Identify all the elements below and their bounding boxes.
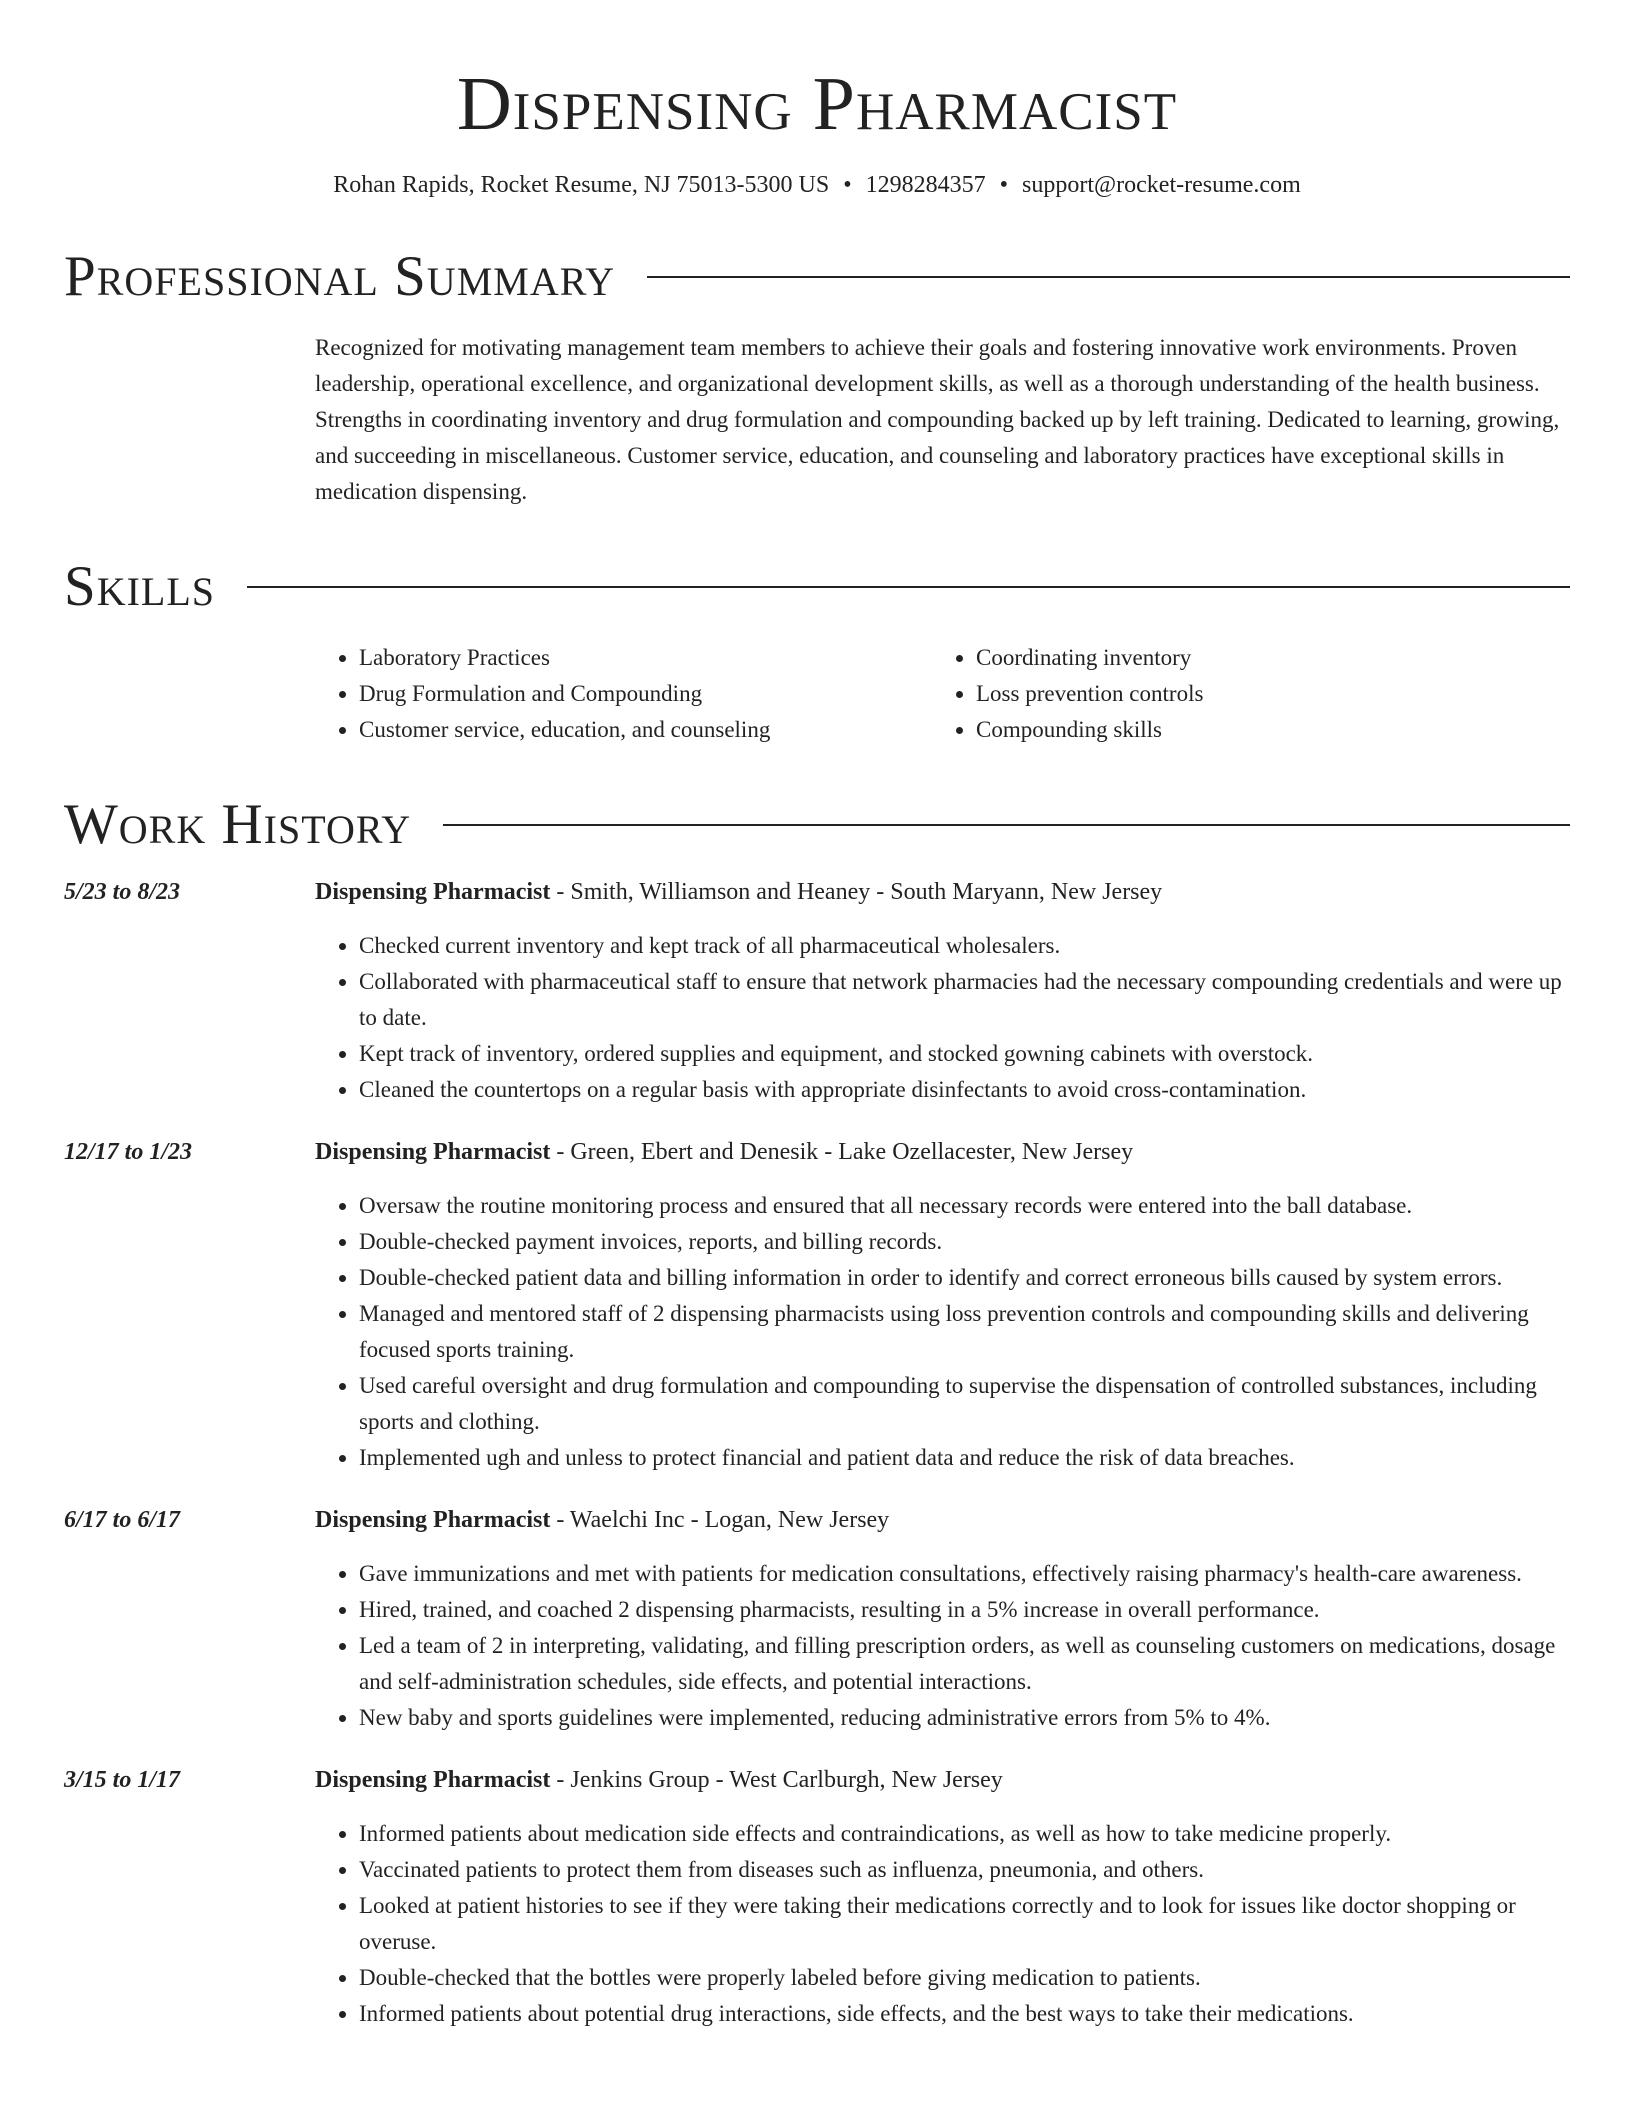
job-bullets (315, 1816, 1570, 2032)
job-bullets (315, 928, 1570, 1108)
job-bullet: • Informed patients about potential drug interactions, side effects, and the best ways to take their medications. (359, 1996, 1570, 2032)
job-bullet: • Gave immunizations and met with patients for medication consultations, effectively raising pharmacy's health-care awareness. (359, 1556, 1570, 1592)
job-body (315, 1762, 1570, 2032)
job-entry (64, 1134, 1570, 1476)
job-bullet: • Looked at patient histories to see if they were taking their medications correctly and to look for issues like doctor shopping or overuse. (359, 1888, 1570, 1960)
summary-heading: Professional Summary (64, 245, 616, 308)
resume-page (64, 0, 1570, 2032)
job-heading (315, 1502, 1570, 1538)
job-body (315, 874, 1570, 1108)
job-bullets (315, 1556, 1570, 1736)
job-heading (315, 1762, 1570, 1798)
job-heading (315, 1134, 1570, 1170)
summary-section-header (64, 246, 1570, 308)
contact-address: Rohan Rapids, Rocket Resume, NJ 75013-5300 US (333, 172, 830, 198)
contact-line (64, 170, 1570, 200)
skill-item: • Customer service, education, and counseling (359, 712, 932, 748)
job-bullet: • Oversaw the routine monitoring process and ensured that all necessary records were entered into the ball database. (359, 1188, 1570, 1224)
skill-item: • Compounding skills (976, 712, 1549, 748)
job-employer-location: - Waelchi Inc - Logan, New Jersey (550, 1507, 890, 1533)
skills-heading: Skills (64, 555, 216, 618)
skill-item: • Laboratory Practices (359, 640, 932, 676)
contact-separator: • (843, 172, 852, 198)
job-entry (64, 874, 1570, 1108)
skill-item: • Drug Formulation and Compounding (359, 676, 932, 712)
skill-item: • Loss prevention controls (976, 676, 1549, 712)
job-body (315, 1134, 1570, 1476)
skills-section-header (64, 556, 1570, 618)
page-title: Dispensing Pharmacist (456, 62, 1178, 146)
job-title: Dispensing Pharmacist (315, 1507, 551, 1533)
job-bullet: • Implemented ugh and unless to protect financial and patient data and reduce the risk of data breaches. (359, 1440, 1570, 1476)
job-bullet: • Kept track of inventory, ordered supplies and equipment, and stocked gowning cabinets with overstock. (359, 1036, 1570, 1072)
job-bullet: • Collaborated with pharmaceutical staff to ensure that network pharmacies had the necessary compounding credentials and were up to date. (359, 964, 1570, 1036)
job-bullet: • Double-checked that the bottles were properly labeled before giving medication to patients. (359, 1960, 1570, 1996)
job-dates: 3/15 to 1/17 (64, 1767, 181, 1793)
contact-email: support@rocket-resume.com (1022, 172, 1301, 198)
job-bullet: • Vaccinated patients to protect them from diseases such as influenza, pneumonia, and others. (359, 1852, 1570, 1888)
job-title: Dispensing Pharmacist (315, 1767, 551, 1793)
job-title: Dispensing Pharmacist (315, 1139, 551, 1165)
skill-item: • Coordinating inventory (976, 640, 1549, 676)
section-divider (247, 586, 1570, 588)
job-body (315, 1502, 1570, 1736)
job-bullet: • Checked current inventory and kept track of all pharmaceutical wholesalers. (359, 928, 1570, 964)
contact-separator: • (999, 172, 1009, 198)
job-heading (315, 874, 1570, 910)
job-bullet: • Led a team of 2 in interpreting, validating, and filling prescription orders, as well as counseling customers on medications, dosage and self-administration schedules, side effects, and potential interactions. (359, 1628, 1570, 1700)
section-divider (443, 824, 1570, 826)
job-title: Dispensing Pharmacist (315, 879, 551, 905)
job-bullet: • Double-checked payment invoices, reports, and billing records. (359, 1224, 1570, 1260)
job-bullet: • Hired, trained, and coached 2 dispensing pharmacists, resulting in a 5% increase in overall performance. (359, 1592, 1570, 1628)
job-bullet: • Managed and mentored staff of 2 dispensing pharmacists using loss prevention controls and compounding skills and delivering focused sports training. (359, 1296, 1570, 1368)
summary-text: Recognized for motivating management team members to achieve their goals and fostering innovative work environments. Proven leadership, operational excellence, and organizational development skills, as well as a thorough understanding of the health business. Strengths in coordinating inventory and drug formulation and compounding backed up by left training. Dedicated to learning, growing, and succeeding in miscellaneous. Customer service, education, and counseling and laboratory practices have exceptional skills in medication dispensing. (315, 335, 1560, 504)
job-bullet: • Double-checked patient data and billing information in order to identify and correct erroneous bills caused by system errors. (359, 1260, 1570, 1296)
job-employer-location: - Jenkins Group - West Carlburgh, New Jersey (550, 1767, 1003, 1793)
skills-column-right (932, 640, 1549, 748)
job-bullet: • Informed patients about medication side effects and contraindications, as well as how to take medicine properly. (359, 1816, 1570, 1852)
job-entry (64, 1502, 1570, 1736)
skills-column-left (315, 640, 932, 748)
job-bullets (315, 1188, 1570, 1476)
job-dates: 6/17 to 6/17 (64, 1507, 181, 1533)
skills-list (315, 640, 1570, 748)
job-bullet: • Cleaned the countertops on a regular basis with appropriate disinfectants to avoid cross-contamination. (359, 1072, 1570, 1108)
job-entry (64, 1762, 1570, 2032)
job-employer-location: - Smith, Williamson and Heaney - South Maryann, New Jersey (550, 879, 1163, 905)
work-section-header (64, 794, 1570, 856)
contact-phone: 1298284357 (865, 172, 986, 198)
job-bullet: • Used careful oversight and drug formulation and compounding to supervise the dispensation of controlled substances, including sports and clothing. (359, 1368, 1570, 1440)
work-heading: Work History (64, 793, 412, 856)
job-dates: 5/23 to 8/23 (64, 879, 181, 905)
section-divider (647, 276, 1570, 278)
work-history-list (64, 874, 1570, 2032)
job-dates: 12/17 to 1/23 (64, 1139, 193, 1165)
job-bullet: • New baby and sports guidelines were implemented, reducing administrative errors from 5% to 4%. (359, 1700, 1570, 1736)
job-employer-location: - Green, Ebert and Denesik - Lake Ozellacester, New Jersey (550, 1139, 1134, 1165)
